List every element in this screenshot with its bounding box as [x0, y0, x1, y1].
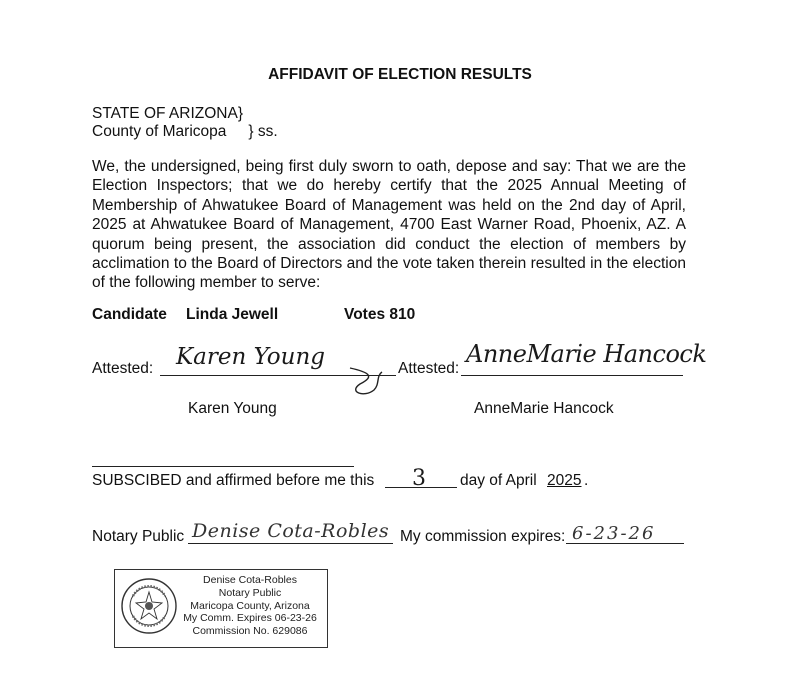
notary-stamp: [114, 569, 328, 648]
candidate-votes: Votes 810: [344, 306, 416, 323]
stamp-line-title: Notary Public: [218, 586, 282, 599]
attested-label-left: Attested:: [92, 360, 154, 377]
affidavit-body: We, the undersigned, being first duly sworn to oath, depose and say: That we are the Election Inspectors; that we do hereby certify that the 2025 Annual Meeting of Membership of Ahwatukee Board of Management was held on the 2nd day of April, 2025 at Ahwatukee Board of Management, 4700 East Warner Road, Phoenix, AZ. A quorum being present, the association did conduct the election of members by acclimation to the Board of Directors and the vote taken therein resulted in the election of the following member to serve:: [92, 158, 686, 292]
notary-blank-line: [92, 466, 354, 467]
signature-flourish: [346, 366, 386, 400]
state-venue: STATE OF ARIZONA}: [92, 105, 244, 122]
subscribed-month: day of April: [460, 472, 537, 489]
subscribed-period: .: [584, 472, 589, 489]
notary-signature-line: [188, 543, 393, 544]
candidate-row: [92, 306, 415, 324]
subscribed-text: SUBSCIBED and affirmed before me this: [92, 472, 375, 489]
ss-label: } ss.: [248, 123, 278, 140]
county-label: County of Maricopa: [92, 123, 227, 140]
candidate-label: Candidate: [92, 306, 167, 323]
attested-name-left: Karen Young: [188, 400, 277, 417]
document-title: AFFIDAVIT OF ELECTION RESULTS: [268, 66, 532, 83]
commission-expires-label: My commission expires:: [400, 528, 566, 545]
day-handwritten: 3: [412, 466, 426, 491]
county-venue: [92, 123, 278, 141]
attested-signature-line-right: [461, 375, 683, 376]
stamp-line-commission: Commission No. 629086: [192, 625, 308, 638]
stamp-line-county: Maricopa County, Arizona: [190, 599, 310, 612]
notary-public-label: Notary Public: [92, 528, 185, 545]
subscribed-year: 2025: [547, 472, 582, 489]
arizona-seal-icon: [119, 576, 179, 636]
attested-name-right: AnneMarie Hancock: [474, 400, 614, 417]
commission-date-handwritten: 6-23-26: [572, 523, 656, 544]
candidate-name: Linda Jewell: [186, 306, 279, 323]
stamp-line-expiry: My Comm. Expires 06-23-26: [183, 612, 317, 625]
attested-signature-right: AnneMarie Hancock: [466, 340, 707, 368]
attested-signature-left: Karen Young: [176, 344, 326, 370]
stamp-text: [175, 574, 325, 638]
stamp-line-name: Denise Cota-Robles: [203, 574, 297, 586]
notary-signature: Denise Cota-Robles: [192, 520, 390, 542]
attested-label-right: Attested:: [398, 360, 460, 377]
